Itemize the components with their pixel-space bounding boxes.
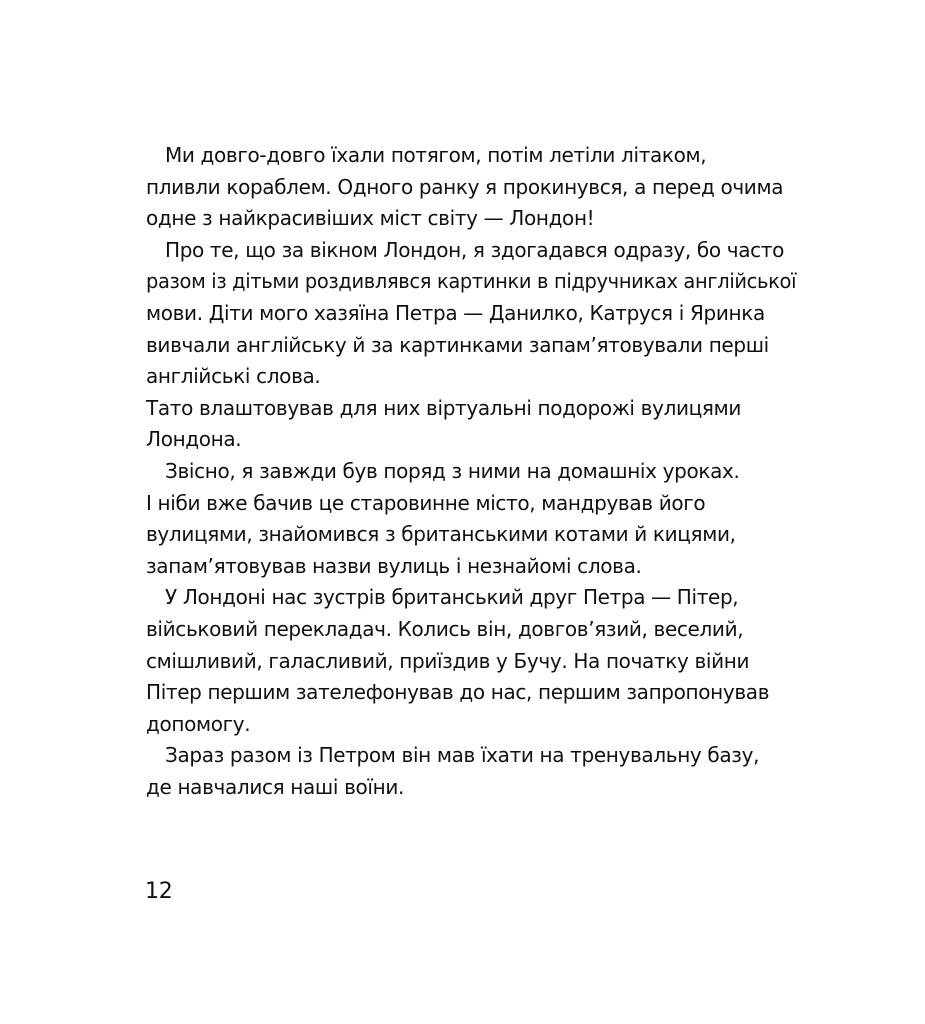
text-line: військовий перекладач. Колись він, довгов’язий, веселий, xyxy=(146,616,744,641)
body-text xyxy=(146,140,796,803)
text-line: Про те, що за вікном Лондон, я здогадався одразу, бо часто xyxy=(165,237,784,262)
text-line: Лондона. xyxy=(146,427,242,452)
text-line: У Лондоні нас зустрів британський друг Петра — Пітер, xyxy=(165,585,739,610)
text-line: пливли кораблем. Одного ранку я прокинувся, а перед очима xyxy=(146,174,784,199)
text-line: допомогу. xyxy=(146,711,251,736)
text-line: смішливий, галасливий, приїздив у Бучу. На початку війни xyxy=(146,648,750,673)
text-line: Пітер першим зателефонував до нас, першим запропонував xyxy=(146,680,770,705)
text-line: Зараз разом із Петром він мав їхати на тренувальну базу, xyxy=(165,743,760,768)
text-line: де навчалися наші воїни. xyxy=(146,774,405,799)
text-line: Звісно, я завжди був поряд з ними на домашніх уроках. xyxy=(165,458,740,483)
text-line: вивчали англійську й за картинками запам’ятовували перші xyxy=(146,332,769,357)
page-number: 12 xyxy=(145,879,173,904)
text-line: разом із дітьми роздивлявся картинки в підручниках англійської xyxy=(146,269,797,294)
text-line: Тато влаштовував для них віртуальні подорожі вулицями xyxy=(146,395,741,420)
text-line: Ми довго-довго їхали потягом, потім летіли літаком, xyxy=(165,143,707,167)
text-line: вулицями, знайомився з британськими котами й кицями, xyxy=(146,522,736,547)
text-line: запам’ятовував назви вулиць і незнайомі слова. xyxy=(146,553,642,578)
text-line: одне з найкрасивіших міст світу — Лондон! xyxy=(146,206,595,231)
text-line: англійські слова. xyxy=(146,364,321,389)
text-line: мови. Діти мого хазяїна Петра — Данилко, Катруся і Яринка xyxy=(146,300,765,325)
text-line: І ніби вже бачив це старовинне місто, мандрував його xyxy=(146,490,706,515)
